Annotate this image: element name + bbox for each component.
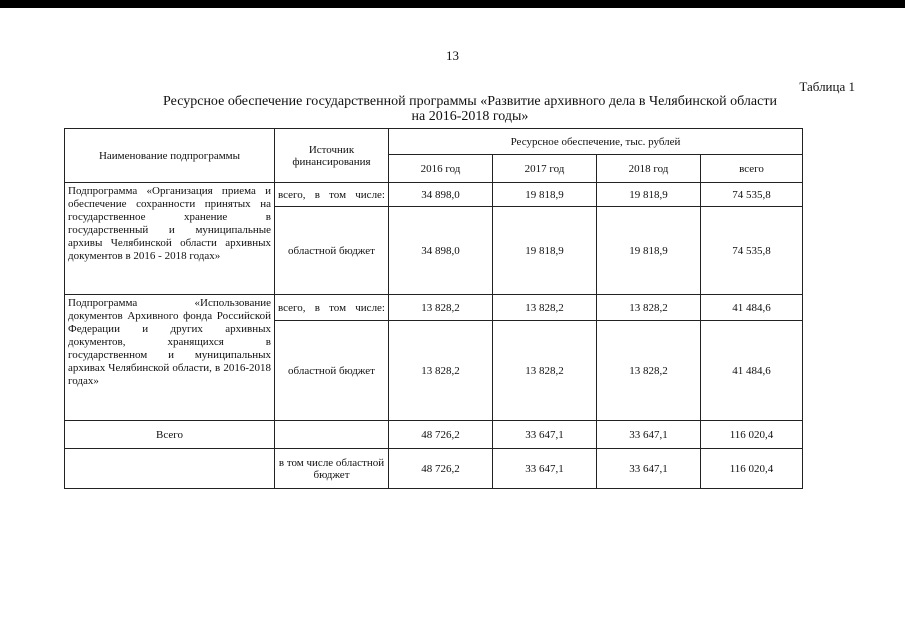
table-cell: областной бюджет [275, 321, 389, 421]
table-cell: областной бюджет [275, 207, 389, 295]
table-cell: 33 647,1 [493, 421, 597, 449]
header-total: всего [701, 155, 803, 183]
table-cell: 13 828,2 [597, 321, 701, 421]
header-2017: 2017 год [493, 155, 597, 183]
table-cell: 48 726,2 [389, 421, 493, 449]
table-cell: 34 898,0 [389, 183, 493, 207]
header-2018: 2018 год [597, 155, 701, 183]
title-line-1: Ресурсное обеспечение государственной программы «Развитие архивного дела в Челябинской области [163, 94, 777, 109]
table-cell: 13 828,2 [493, 295, 597, 321]
subprogram-2-name: Подпрограмма «Использование документов Архивного фонда Российской Федерации и других архивных документов, хранящихся в государственном и муниципальных архивах Челябинской области, в 2016-2018 годах» [65, 295, 275, 421]
title-line-2: на 2016-2018 годы» [411, 109, 529, 124]
table-cell: 13 828,2 [389, 321, 493, 421]
table-cell: 19 818,9 [493, 207, 597, 295]
document-title [60, 94, 880, 124]
table-cell: 13 828,2 [389, 295, 493, 321]
table-cell: 19 818,9 [493, 183, 597, 207]
table-cell: 13 828,2 [493, 321, 597, 421]
resource-table [64, 128, 803, 489]
table-cell: всего, в том числе: [275, 295, 389, 321]
table-label: Таблица 1 [799, 79, 855, 94]
table-cell: 74 535,8 [701, 183, 803, 207]
table-cell [275, 421, 389, 449]
table-cell: 48 726,2 [389, 449, 493, 489]
table-cell [65, 449, 275, 489]
table-cell: 74 535,8 [701, 207, 803, 295]
table-cell: в том числе областной бюджет [275, 449, 389, 489]
table-cell: 33 647,1 [493, 449, 597, 489]
page-number: 13 [446, 48, 459, 63]
table-cell: 41 484,6 [701, 321, 803, 421]
table-cell: 33 647,1 [597, 421, 701, 449]
grand-total-label: Всего [65, 421, 275, 449]
header-source: Источник финансирования [275, 129, 389, 183]
table-cell: 34 898,0 [389, 207, 493, 295]
header-name: Наименование подпрограммы [65, 129, 275, 183]
table-cell: 19 818,9 [597, 207, 701, 295]
table-cell: 116 020,4 [701, 421, 803, 449]
header-2016: 2016 год [389, 155, 493, 183]
table-cell: всего, в том числе: [275, 183, 389, 207]
header-resource: Ресурсное обеспечение, тыс. рублей [389, 129, 803, 155]
table-cell: 19 818,9 [597, 183, 701, 207]
top-border-bar [0, 0, 905, 8]
subprogram-1-name: Подпрограмма «Организация приема и обеспечение сохранности принятых на государственное хранение в государственный и муниципальные архивы Челябинской области архивных документов в 2016 - 2018 годах» [65, 183, 275, 295]
table-cell: 13 828,2 [597, 295, 701, 321]
table-cell: 33 647,1 [597, 449, 701, 489]
table-cell: 116 020,4 [701, 449, 803, 489]
table-cell: 41 484,6 [701, 295, 803, 321]
